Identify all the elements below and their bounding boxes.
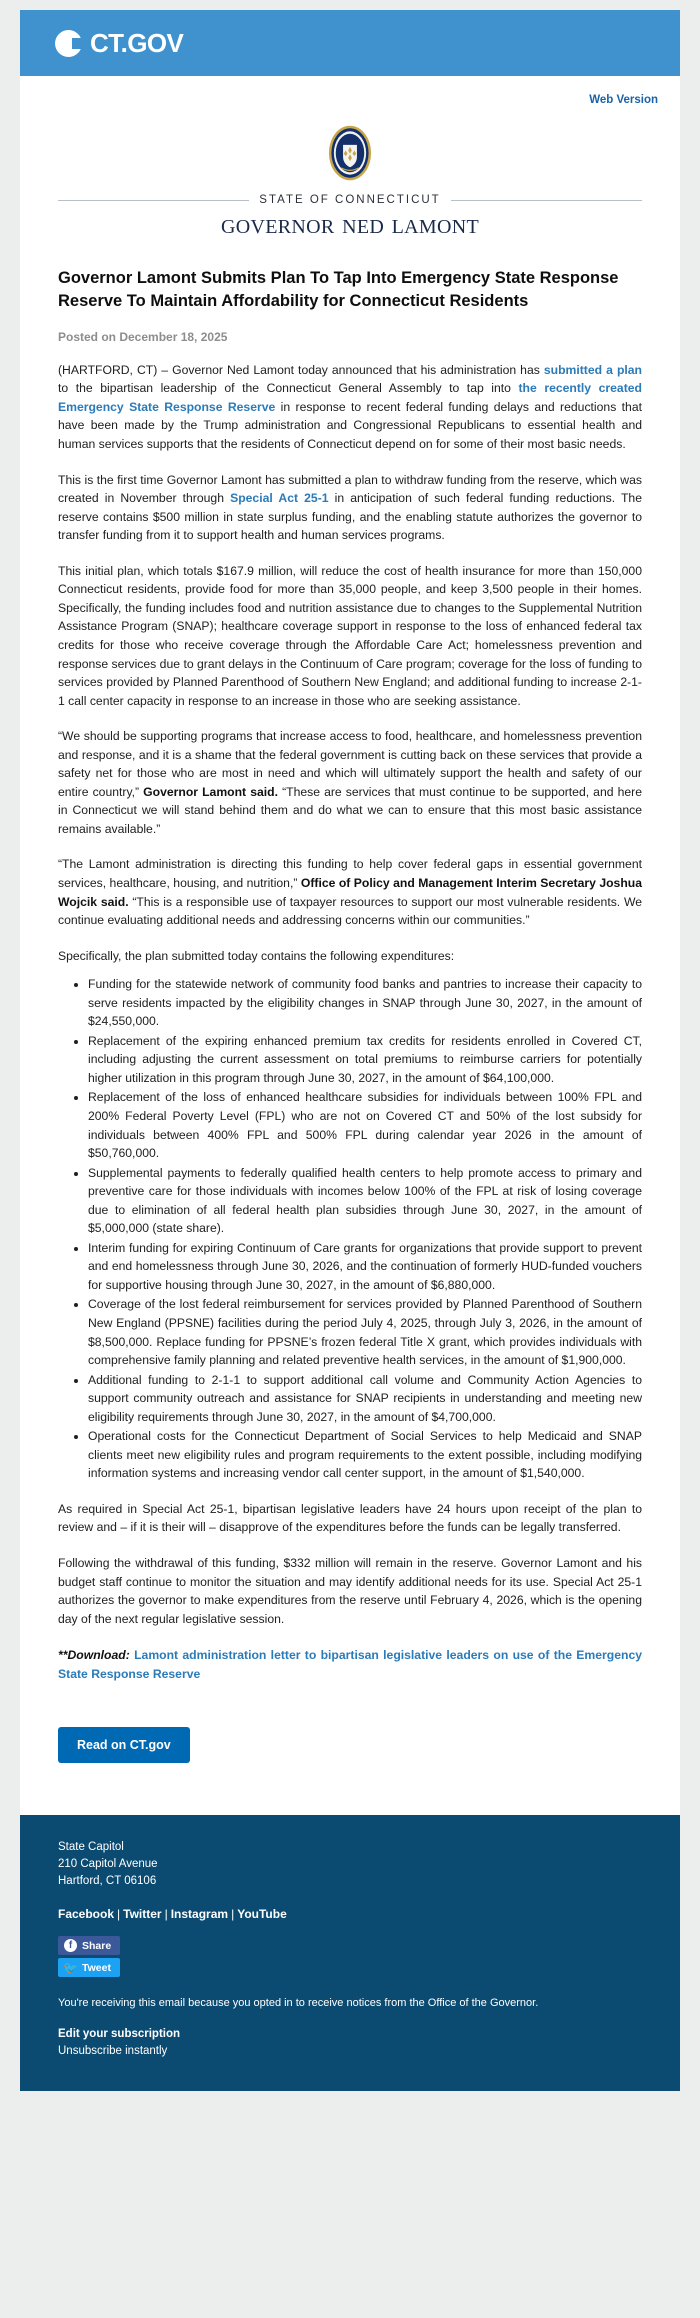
- paragraph-reserve: [58, 471, 642, 545]
- download-letter-link[interactable]: Lamont administration letter to bipartisan legislative leaders on use of the Emergency State Response Reserve: [58, 1648, 642, 1681]
- quote1-text-b: “These are services that must continue to be supported, and here in Connecticut we will stand behind them and do what we can to ensure that this most basic assistance remains available.”: [58, 784, 642, 836]
- divider-left: [58, 200, 249, 201]
- email-body: [20, 10, 680, 2091]
- facebook-share-label: Share: [82, 1939, 112, 1952]
- web-version-link[interactable]: Web Version: [589, 94, 658, 106]
- edit-subscription-link[interactable]: Edit your subscription: [58, 2027, 181, 2040]
- footer-address: [58, 1839, 642, 1891]
- masthead: [20, 108, 680, 241]
- footer-note: You're receiving this email because you opted in to receive notices from the Office of the Governor.: [58, 1997, 539, 2010]
- p1-text-b: to the bipartisan leadership of the Connecticut General Assembly to tap into: [58, 381, 519, 396]
- address-line-2: 210 Capitol Avenue: [58, 1858, 158, 1871]
- facebook-icon: f: [64, 1939, 77, 1952]
- p1-text-a: (HARTFORD, CT) – Governor Ned Lamont today announced that his administration has: [58, 362, 544, 377]
- posted-date: Posted on December 18, 2025: [58, 329, 228, 344]
- unsubscribe-link[interactable]: Unsubscribe instantly: [58, 2045, 168, 2058]
- quote2-text-b: “This is a responsible use of taxpayer resources to support our most vulnerable residents. We continue evaluating additional needs and addressing concerns within our communities.”: [58, 894, 643, 928]
- paragraph-plan-details: This initial plan, which totals $167.9 million, will reduce the cost of health insurance for more than 150,000 Connecticut residents, provide food for more than 35,000 people, and keep 3,500 people in their homes. Specifically, the funding includes food and nutrition assistance due to changes to the Supplemental Nutrition Assistance Program (SNAP); healthcare coverage support in response to the loss of enhanced federal tax credits for those who receive coverage through the Affordable Care Act; homelessness prevention and response services due to grant delays in the Continuum of Care program; coverage for the loss of funding to services provided by Planned Parenthood of Southern New England; and additional funding to increase 2-1-1 call center capacity in response to an increase in those who are seeking assistance.: [58, 563, 642, 708]
- footer-subscription-links: [58, 2026, 642, 2062]
- share-buttons: [58, 1935, 642, 1978]
- header-bar: [20, 10, 680, 76]
- list-item: • Replacement of the expiring enhanced premium tax credits for residents enrolled in Covered CT, including adjusting the current assessment on total premiums to reimburse carriers for potentially higher utilization in this program through June 30, 2027, in the amount of $64,100,000.: [88, 1032, 642, 1088]
- submitted-plan-link[interactable]: submitted a plan: [543, 362, 642, 377]
- paragraph-review-requirement: As required in Special Act 25-1, bipartisan legislative leaders have 24 hours upon receipt of the plan to review and – if it is their will – disapprove of the expenditures before the funds can be legally transferred.: [58, 1501, 642, 1535]
- emergency-reserve-link[interactable]: the recently created Emergency State Response Reserve: [58, 381, 642, 414]
- quote1-attribution: Governor Lamont said.: [143, 784, 278, 799]
- p2-text-b: in anticipation of such federal funding reductions. The reserve contains $500 million in state surplus funding, and the enabling statute authorizes the governor to transfer funding from it to support health and human services programs.: [58, 491, 642, 543]
- masthead-subtitle-row: [58, 194, 642, 206]
- read-on-ctgov-button[interactable]: Read on CT.gov: [58, 1727, 190, 1763]
- logo-text: CT.GOV: [90, 27, 184, 58]
- list-item: • Coverage of the lost federal reimbursement for services provided by Planned Parenthood of Southern New England (PPSNE) facilities during the period July 4, 2025, through July 3, 2026, in the amount of $8,500,000. Replace funding for PPSNE’s frozen federal Title X grant, which provides individuals with comprehensive family planning and related preventive health services, in the amount of $1,900,000.: [88, 1295, 642, 1369]
- list-item: • Interim funding for expiring Continuum of Care grants for organizations that provide support to prevent and end homelessness through June 30, 2026, and the continuation of formerly HUD-funded vouchers for supportive housing through June 30, 2027, in the amount of $6,880,000.: [88, 1239, 642, 1295]
- download-label: **Download: [58, 1648, 126, 1663]
- quote1-text-a: “We should be supporting programs that increase access to food, healthcare, and homelessness prevention and response, and it is a shame that the federal government is cutting back on these services that provide a safety net for those who are most in need and which will ultimately support the health and safety of our entire country,”: [58, 729, 642, 799]
- youtube-link[interactable]: YouTube: [237, 1906, 287, 1921]
- cta-section: [20, 1683, 680, 1815]
- separator: |: [231, 1906, 235, 1921]
- ct-circle-logo-icon: [55, 30, 82, 57]
- instagram-link[interactable]: Instagram: [170, 1906, 229, 1921]
- paragraph-intro: [58, 361, 642, 454]
- twitter-tweet-button[interactable]: [58, 1958, 120, 1977]
- paragraph-remaining-reserve: Following the withdrawal of this funding, $332 million will remain in the reserve. Governor Lamont and his budget staff continue to monitor the situation and may identify additional needs for its use. Special Act 25-1 authorizes the governor to make expenditures from the reserve until February 4, 2026, which is the opening day of the next regular legislative session.: [58, 1556, 642, 1626]
- expenditures-intro: Specifically, the plan submitted today contains the following expenditures:: [58, 948, 455, 963]
- address-line-1: State Capitol: [58, 1840, 124, 1853]
- footer: [20, 1815, 680, 2091]
- masthead-title: governor ned lamont: [221, 208, 479, 240]
- web-version-row: [20, 76, 680, 108]
- twitter-link[interactable]: Twitter: [123, 1906, 162, 1921]
- divider-right: [451, 200, 642, 201]
- download-row: [58, 1646, 642, 1683]
- footer-social-links: [58, 1907, 642, 1921]
- facebook-link[interactable]: Facebook: [58, 1906, 115, 1921]
- facebook-share-button[interactable]: [58, 1936, 120, 1955]
- quote2-attribution: Office of Policy and Management Interim Secretary Joshua Wojcik said.: [58, 875, 642, 909]
- address-line-3: Hartford, CT 06106: [58, 1875, 157, 1888]
- list-item: • Supplemental payments to federally qualified health centers to help promote access to primary and preventive care for those individuals with incomes below 100% of the FPL at risk of losing coverage due to elimination of all federal health plan subsidies through June 30, 2027, in the amount of $5,000,000 (state share).: [88, 1164, 642, 1238]
- quote2-text-a: “The Lamont administration is directing this funding to help cover federal gaps in essential government services, healthcare, housing, and nutrition,”: [58, 857, 642, 890]
- separator: |: [164, 1906, 168, 1921]
- bottom-spacer: [0, 2091, 700, 2109]
- special-act-link[interactable]: Special Act 25-1: [230, 491, 329, 506]
- quote-opm-secretary: [58, 855, 642, 929]
- page-title: Governor Lamont Submits Plan To Tap Into Emergency State Response Reserve To Maintain Affordability for Connecticut Residents: [58, 269, 619, 311]
- list-item: • Funding for the statewide network of community food banks and pantries to increase their capacity to serve residents impacted by the eligibility changes in SNAP through June 30, 2027, in the amount of $24,550,000.: [88, 975, 642, 1031]
- masthead-subtitle: STATE OF CONNECTICUT: [259, 194, 441, 206]
- twitter-bird-icon: 🐦: [63, 1960, 78, 1975]
- p2-text-a: This is the first time Governor Lamont has submitted a plan to withdraw funding from the reserve, which was created in November through: [58, 472, 642, 506]
- expenditures-list: [58, 975, 642, 1483]
- list-item: • Additional funding to 2-1-1 to support additional call volume and Community Action Agencies to support community outreach and assistance for SNAP recipients in understanding and meeting new eligibility requirements through June 30, 2027, in the amount of $4,700,000.: [88, 1371, 642, 1427]
- twitter-share-label: Tweet: [82, 1961, 111, 1974]
- list-item: • Replacement of the loss of enhanced healthcare subsidies for individuals between 100% FPL and 200% Federal Poverty Level (FPL) who are not on Covered CT and 50% of the lost subsidy for individuals between 400% FPL and 500% FPL during calendar year 2026 in the amount of $50,760,000.: [88, 1088, 642, 1162]
- article: [20, 241, 680, 1683]
- separator: |: [117, 1906, 121, 1921]
- quote-governor: [58, 727, 642, 838]
- download-colon: :: [125, 1648, 130, 1663]
- connecticut-state-seal-icon: [319, 122, 381, 184]
- list-item: • Operational costs for the Connecticut Department of Social Services to help Medicaid and SNAP clients meet new eligibility rules and program requirements to the extent possible, including modifying information systems and increasing vendor call center support, in the amount of $1,540,000.: [88, 1427, 642, 1483]
- p1-text-c: in response to recent federal funding delays and reductions that have been made by the Trump administration and Congressional Republicans to essential health and human services supports that the residents of Connecticut depend on for some of their most basic needs.: [58, 399, 642, 452]
